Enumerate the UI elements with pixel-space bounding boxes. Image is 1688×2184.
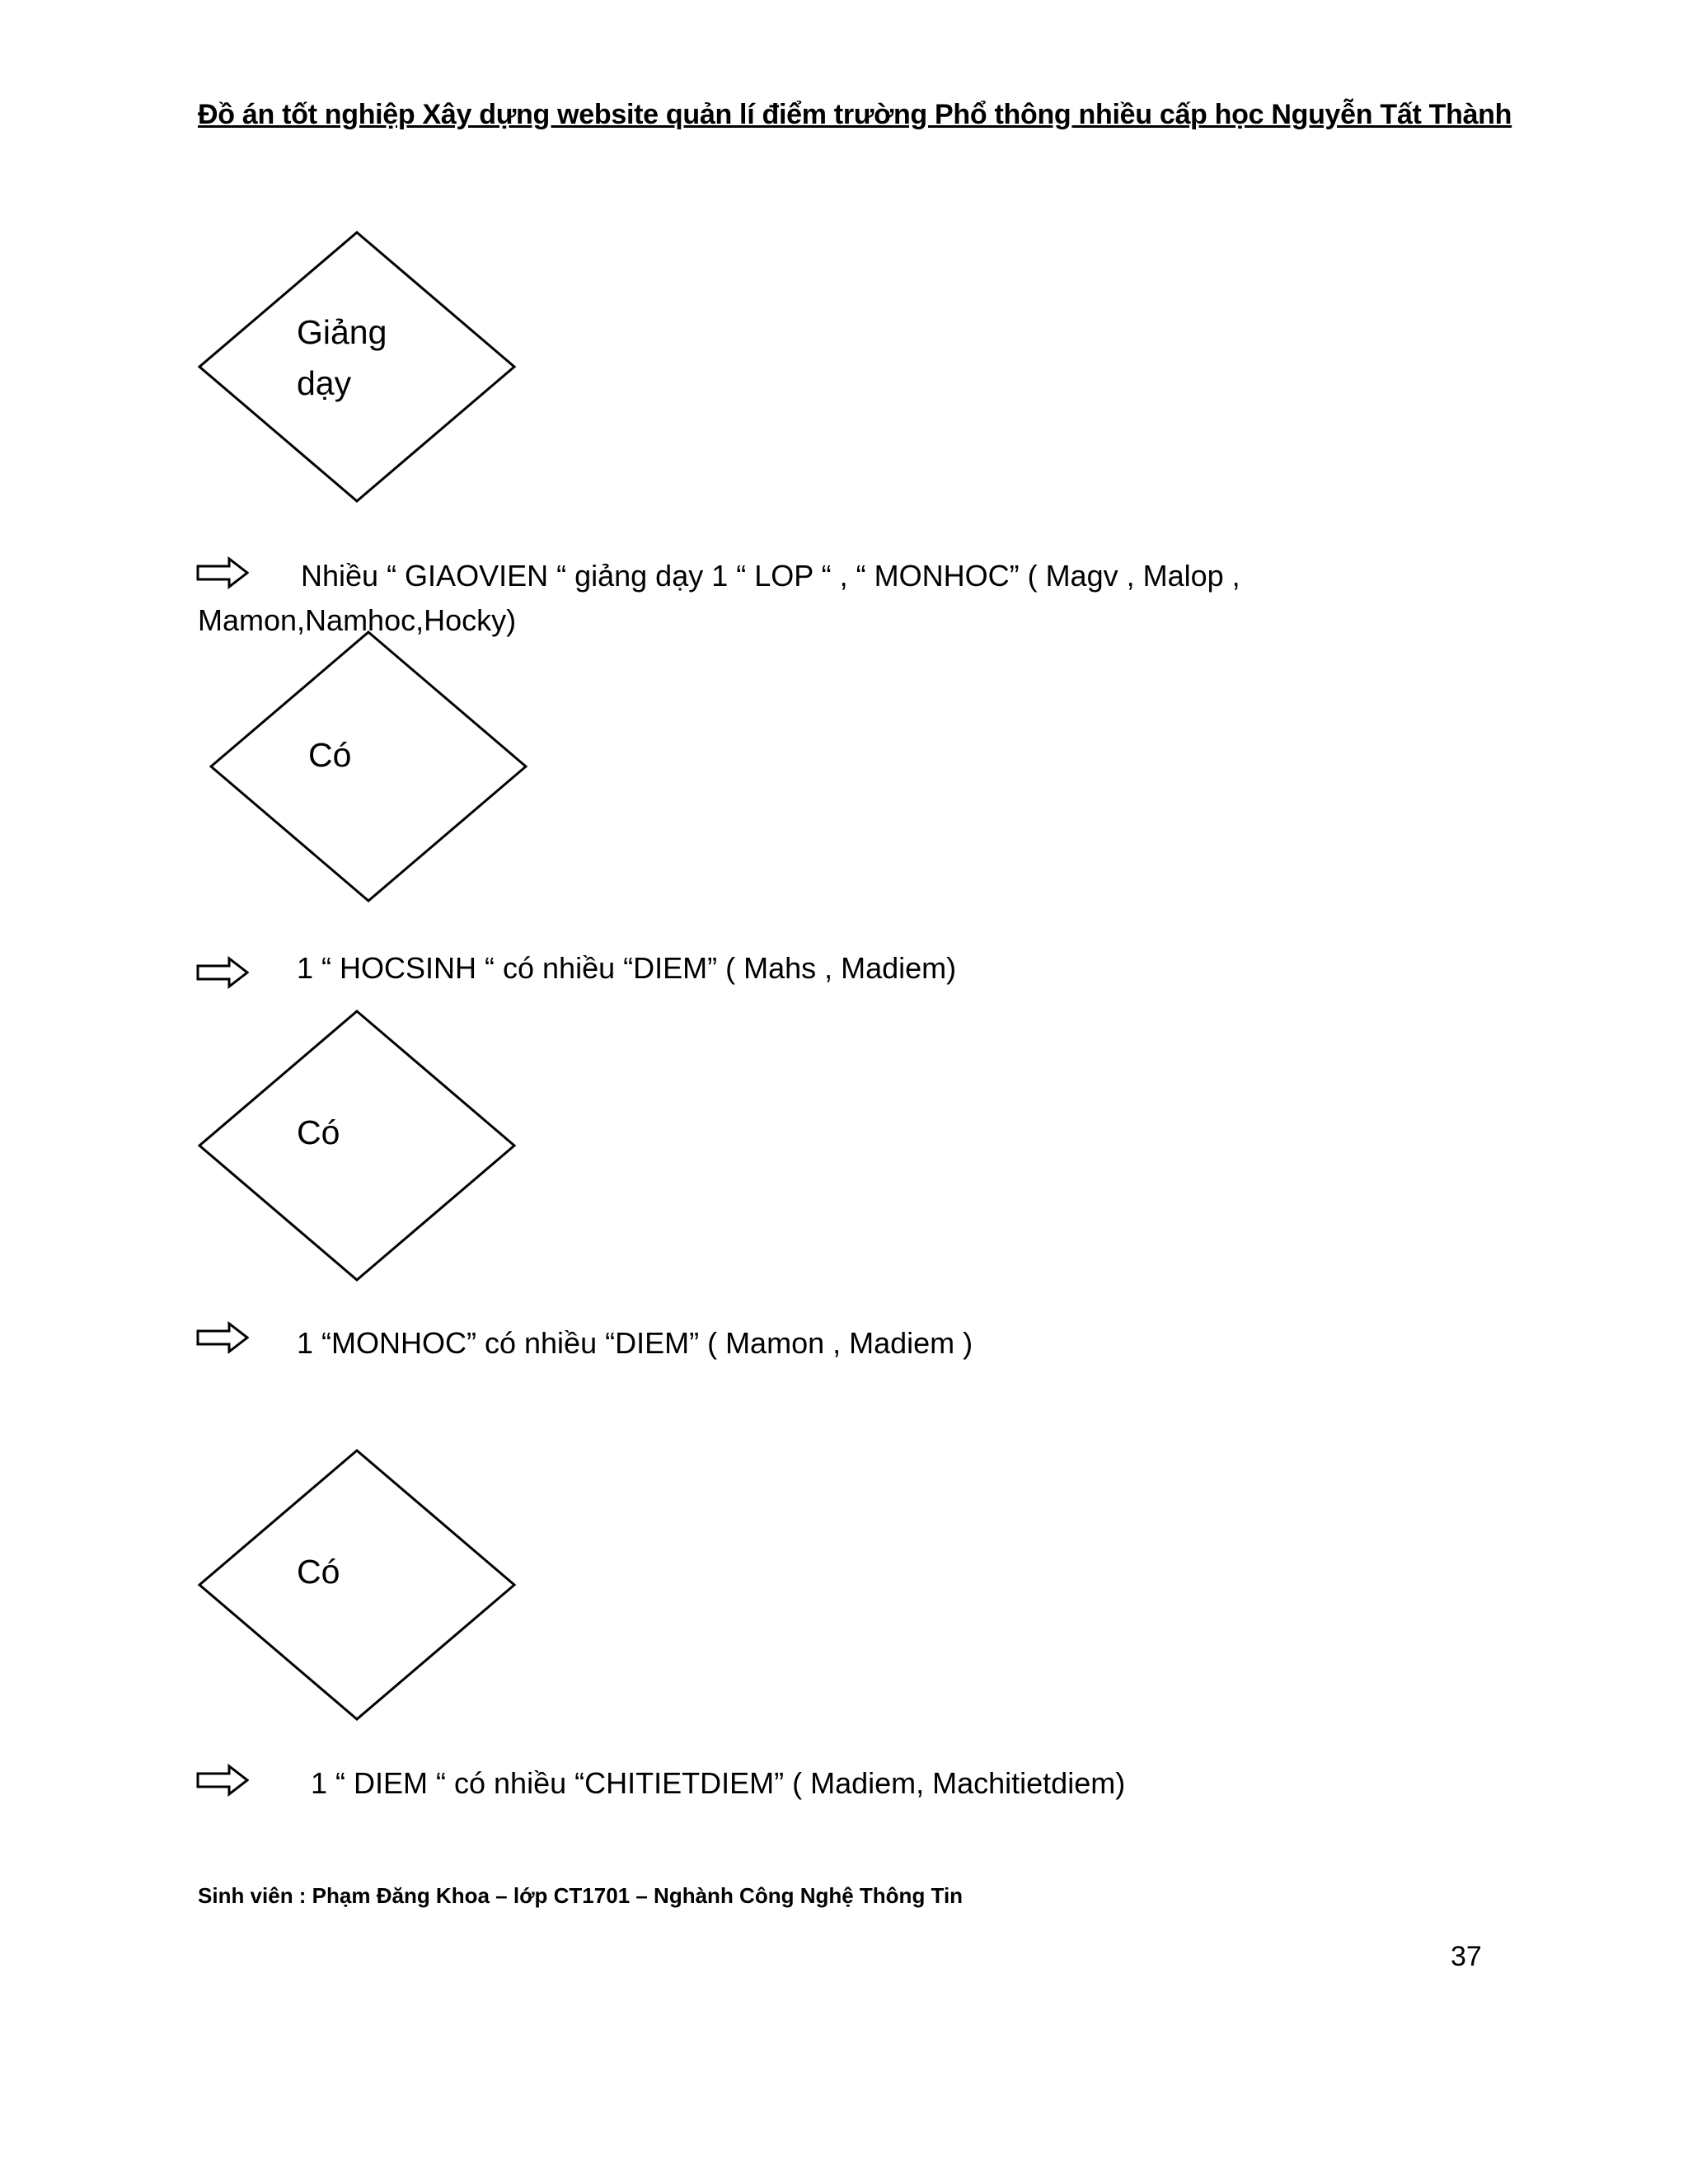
diamond-label-line1: Giảng xyxy=(297,313,387,351)
diamond-label: Có xyxy=(308,736,352,774)
relationship-statement: 1 “ HOCSINH “ có nhiều “DIEM” ( Mahs , Madiem) xyxy=(297,951,957,985)
relationship-diamond-co-hocsinh xyxy=(208,630,529,902)
footer-student-info: Sinh viên : Phạm Đăng Khoa – lớp CT1701 – Nghành Công Nghệ Thông Tin xyxy=(198,1883,964,1908)
diamond-shape xyxy=(208,630,529,902)
relationship-diamond-giang-day xyxy=(196,231,518,503)
relationship-diamond-co-monhoc xyxy=(196,1010,518,1282)
double-right-arrow-icon xyxy=(196,1764,249,1797)
double-right-arrow-icon xyxy=(196,956,249,989)
double-right-arrow-icon xyxy=(196,1321,249,1354)
page-number: 37 xyxy=(1451,1941,1482,1972)
page-header-title: Đồ án tốt nghiệp Xây dựng website quản lí điểm trường Phổ thông nhiều cấp học Nguyễn Tất Thành xyxy=(198,99,1512,130)
relationship-statement: 1 “MONHOC” có nhiều “DIEM” ( Mamon , Madiem ) xyxy=(297,1326,973,1360)
diamond-label: Có xyxy=(297,1553,340,1591)
double-right-arrow-icon xyxy=(196,556,249,589)
relationship-statement: Nhiều “ GIAOVIEN “ giảng dạy 1 “ LOP “ , “ MONHOC” ( Magv , Malop , xyxy=(301,559,1240,593)
relationship-diamond-co-diem xyxy=(196,1449,518,1721)
diamond-label: Có xyxy=(297,1113,340,1151)
relationship-statement: 1 “ DIEM “ có nhiều “CHITIETDIEM” ( Madiem, Machitietdiem) xyxy=(311,1766,1126,1800)
diamond-label-line2: dạy xyxy=(297,364,352,402)
diamond-shape xyxy=(196,1010,518,1282)
diamond-label xyxy=(297,307,387,409)
relationship-statement-continued: Mamon,Namhoc,Hocky) xyxy=(198,603,517,637)
diamond-shape xyxy=(196,1449,518,1721)
